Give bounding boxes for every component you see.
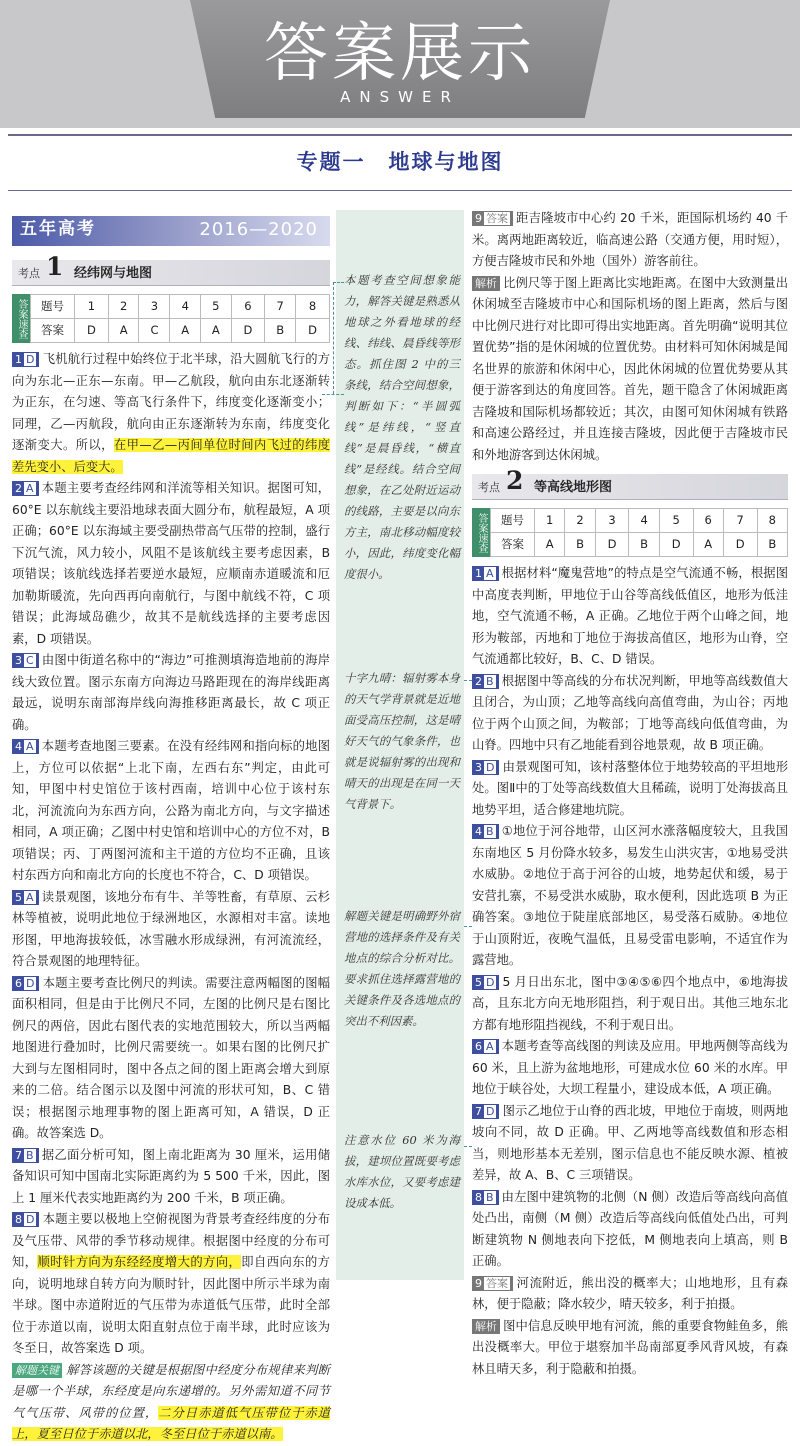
table-cell: 8 xyxy=(757,509,787,533)
title-rule xyxy=(8,190,792,191)
connector-line xyxy=(464,680,472,681)
question-answer: 答案 xyxy=(486,212,508,225)
question-number: 2 xyxy=(15,482,22,495)
question-tag xyxy=(12,653,39,668)
question-number: 4 xyxy=(475,825,482,838)
table-cell: 1 xyxy=(75,295,109,319)
table-cell: B xyxy=(629,533,659,557)
answer-text: 本题主要考查比例尺的判读。需要注意两幅图的图幅面积相同，但是由于比例尺不同，左图的比例尺是右图比例尺的两倍，因此右图代表的实地范围较大，所以当两幅地图进行叠加时，比例尺需要统一。如果右图的比例尺扩大到与左图相同时，图中各点之间的图上距离会增大到原来的二倍。结合图示以及图中河流的形状可知，B、C 错误；根据图示地理事物的图上距离可知，A 错误，D 正确。故答案选 D。 xyxy=(12,975,330,1140)
question-tag xyxy=(472,566,499,581)
answer-item xyxy=(472,757,788,822)
quick-check-label: 答案速查 xyxy=(12,294,30,343)
answer-text: ①地位于河谷地带，山区河水涨落幅度较大，且我国东南地区 5 月份降水较多，易发生山洪灾害，①地易受洪水威胁。②地位于高于河谷的山坡，地势起伏和缓，易于安营扎寨，不易受洪水威胁，取水便利，因此选项 B 为正确答案。③地位于陡崖底部地区，易受落石威胁。④地位于山顶附近，夜晚气温低，且易受雷电影响，不适宜作为露营地。 xyxy=(472,824,788,967)
topic-point-header-2 xyxy=(472,466,788,500)
answer-text: 读景观图，该地分布有牛、羊等牲畜，有草原、云杉林等植被，说明此地位于绿洲地区，水源相对丰富。读地形图，甲地海拔较低，冰雪融水形成绿洲，有河流流经，符合景观图的地理特征。 xyxy=(12,889,330,968)
question-answer: B xyxy=(26,1148,34,1162)
highlighted-text: 顺时针方向为东经经度增大的方向， xyxy=(37,1255,242,1269)
table-cell: 7 xyxy=(265,295,296,319)
answer-item xyxy=(12,973,330,1145)
banner-title: 答案展示 xyxy=(264,17,536,91)
question-answer: D xyxy=(486,760,495,774)
question-answer: A xyxy=(26,482,34,495)
analysis-text: 图中信息反映甲地有河流，熊的重要食物鲑鱼多，熊出没概率大。甲位于堪察加半岛南部夏季风背风坡，有森林且晴天多，利于隐蔽和拍摄。 xyxy=(472,1318,788,1376)
section-header xyxy=(12,216,330,246)
answer-item xyxy=(472,1036,788,1101)
answer-text: 根据材料“魔鬼营地”的特点是空气流通不畅，根据图中高度表判断，甲地位于山谷等高线低值区，地形为低洼地，空气流通不畅，A 正确。乙地位于两个山峰之间，地形为鞍部，丙地和丁地位于海拔高值区，地形为山脊，空气流通都比较好，B、C、D 错误。 xyxy=(472,566,788,666)
topic-point-number: 2 xyxy=(506,466,524,495)
connector-line xyxy=(333,282,344,283)
table-cell: A xyxy=(201,319,232,343)
question-answer: D xyxy=(486,975,495,989)
key-tip-label: 解题关键 xyxy=(12,1363,62,1378)
answer-item xyxy=(12,1145,330,1210)
question-number: 3 xyxy=(15,654,22,667)
table-cell: D xyxy=(595,533,629,557)
section-title: 五年高考 xyxy=(20,219,96,239)
topic-point-title: 等高线地形图 xyxy=(534,480,613,495)
table-header-cell: 答案 xyxy=(31,319,75,343)
answer-item xyxy=(472,1187,788,1273)
table-header-cell: 题号 xyxy=(491,509,535,533)
question-answer: A xyxy=(486,1040,494,1053)
connector-line xyxy=(464,1146,472,1147)
question-number: 6 xyxy=(15,976,22,990)
table-cell: D xyxy=(75,319,109,343)
answer-item xyxy=(12,650,330,736)
question-answer: B xyxy=(486,825,494,838)
table-cell: 4 xyxy=(170,295,201,319)
answer-item xyxy=(472,671,788,757)
question-number: 1 xyxy=(475,567,482,580)
answer-text: 5 月日出东北，图中③④⑤⑥四个地点中，⑥地海拔高，且东北方向无地形阻挡，利于观日出。其他三地东北方都有地形阻挡视线，不利于观日出。 xyxy=(472,974,788,1032)
answer-text: 据乙面分析可知，图上南北距离为 30 厘米，运用储备知识可知中国南北实际距离约为 5 500 千米，因此，图上 1 厘米代表实地距离约为 200 千米，B 项正确。 xyxy=(12,1147,330,1205)
margin-note-4: 注意水位 60 米为海拔，建坝位置既要考虑水库水位，又要考虑建设成本低。 xyxy=(344,1133,460,1210)
answer-item xyxy=(472,821,788,972)
answer-text: 本题主要考查经纬网和洋流等相关知识。据图可知，60°E 以东航线主要沿地球表面大圆分布，航程最短，A 项正确；60°E 以东海域主要受副热带高气压带的控制，盛行下沉气流，风力较小，风阻不是该航线主要考虑因素，B 项错误；该航线选择若要逆水最短，应顺南赤道暖流和厄加勒斯暖流，先向西再向南航行，与图中航线不符，C 项错误；此海域岛礁少，故其不是航线选择的主要考虑因素，D 项错误。 xyxy=(12,481,330,646)
key-tip xyxy=(12,1360,330,1446)
question-tag xyxy=(472,674,499,689)
question-tag xyxy=(12,1148,39,1163)
answer-text: 由左图中建筑物的北侧（N 侧）改造后等高线向高值处凸出，南侧（M 侧）改造后等高线向低值处凸出，可判断建筑物 N 侧地表向下挖低，M 侧地表向上填高，则 B 正确。 xyxy=(472,1189,788,1268)
question-answer: B xyxy=(486,1190,494,1204)
answer-text: 河流附近，熊出没的概率大；山地地形，且有森林，便于隐蔽；降水较少，晴天较多，利于拍摄。 xyxy=(472,1275,788,1311)
answer-text: 图示乙地位于山脊的西北坡，甲地位于南坡，则两地坡向不同，故 D 正确。甲、乙两地等高线数值和形态相当，则地形基本无差别，图示信息也不能反映水源、植被差异，故 A、B、C 三项错误。 xyxy=(472,1103,788,1182)
table-cell: 3 xyxy=(139,295,170,319)
question-number: 9 xyxy=(475,1276,482,1290)
key-tip-text: 解答该题的关键是根据图中经度分布规律来判断是哪一个半球，东经度是向东递增的。另外需知道不同节气气压带、风带的位置， xyxy=(12,1362,330,1420)
question-number: 9 xyxy=(475,212,482,225)
table-cell: 6 xyxy=(693,509,723,533)
highlighted-text: 二分日赤道低气压带位于赤道上，夏至日位于赤道以北，冬至日位于赤道以南。 xyxy=(12,1405,330,1441)
question-tag xyxy=(12,739,39,754)
section-years: 2016—2020 xyxy=(199,219,318,240)
table-cell: A xyxy=(170,319,201,343)
topic-point-prefix: 考点 xyxy=(18,267,40,280)
analysis-text: 比例尺等于图上距离比实地距离。在图中大致测量出休闲城至吉隆坡市中心和国际机场的图上距离，然后与图中比例尺进行对比即可得出实地距离。首先明确“说明其位置优势”指的是休闲城的位置优势。由材料可知休闲城是闻名世界的旅游和休闲中心，因此休闲城的位置优势要从其便于游客到达的角度回答。首先，题干隐含了休闲城距离吉隆坡和国际机场都较近；其次，由图可知休闲城有铁路和高速公路经过，并且连接吉隆坡，因此便于吉隆坡市民和外地游客到达休闲城。 xyxy=(472,275,788,462)
answer-text: 本题考查地图三要素。在没有经纬网和指向标的地图上，方位可以依据“上北下南，左西右东”判定，由此可知，甲图中村史馆位于该村西南，培训中心位于该村东北，河流流向为东西方向，公路为南北方向，与文字描述相同，A 项正确；乙图中村史馆和培训中心的方位不对，B 项错误；丙、丁两图河流和主干道的方位均不正确，且该村东西方向和南北方向的长度也不符合，C、D 项错误。 xyxy=(12,739,330,882)
question-answer: 答案 xyxy=(486,1276,508,1290)
answer-item xyxy=(472,972,788,1037)
question-answer: C xyxy=(26,654,34,667)
margin-note-2: 十字九晴：辐射雾本身的天气学背景就是近地面受高压控制，这是晴好天气的气象条件，也就是说辐射雾的出现和晴天的出现是在同一天气背景下。 xyxy=(344,671,460,811)
table-cell: D xyxy=(231,319,265,343)
table-cell: 8 xyxy=(296,295,330,319)
answer-item xyxy=(472,1273,788,1316)
table-cell: 3 xyxy=(595,509,629,533)
question-number: 7 xyxy=(475,1104,482,1118)
answer-text: 根据图中等高线的分布状况判断，甲地等高线数值大且闭合，为山顶；乙地等高线向高值弯曲，为山谷；丙地位于两个山顶之间，为鞍部；丁地等高线向低值弯曲，为山脊。四地中只有乙地能看到谷地景观，故 B 项正确。 xyxy=(472,673,788,752)
question-tag xyxy=(12,976,39,991)
left-column xyxy=(12,216,330,1446)
question-answer: B xyxy=(486,674,494,688)
question-tag xyxy=(12,481,39,496)
banner-subtitle: ANSWER xyxy=(340,88,460,106)
question-tag xyxy=(472,1276,513,1291)
table-cell: 7 xyxy=(723,509,757,533)
question-tag xyxy=(472,1039,499,1054)
question-number: 8 xyxy=(475,1190,482,1204)
answer-text: 由景观图可知，该村落整体位于地势较高的平坦地形处。图Ⅱ中的丁处等高线数值大且稀疏，说明丁处海拔高且地势平坦，适合修建地坑院。 xyxy=(472,759,788,817)
question-number: 5 xyxy=(475,975,482,989)
question-number: 4 xyxy=(15,740,22,753)
answer-item xyxy=(12,736,330,887)
header-banner xyxy=(0,0,800,128)
table-cell: 4 xyxy=(629,509,659,533)
table-cell: C xyxy=(139,319,170,343)
analysis-tag: 解析 xyxy=(472,1319,500,1334)
question-number: 8 xyxy=(15,1213,22,1226)
connector-line xyxy=(464,926,472,927)
question-answer: D xyxy=(486,1104,495,1118)
question-tag xyxy=(472,824,499,839)
table-cell: 2 xyxy=(108,295,139,319)
connector-line xyxy=(333,282,334,394)
question-tag xyxy=(472,1104,499,1119)
answer-table xyxy=(490,508,788,557)
answer-text: 距吉隆坡市中心约 20 千米，距国际机场约 40 千米。离两地距离较近，临高速公路（交通方便，用时短），方便吉隆坡市民和外地（国外）游客前往。 xyxy=(472,211,788,268)
question-tag xyxy=(472,975,499,990)
table-cell: D xyxy=(723,533,757,557)
table-cell: 2 xyxy=(565,509,595,533)
question-number: 3 xyxy=(475,760,482,774)
table-cell: 6 xyxy=(231,295,265,319)
margin-note-1: 本题考查空间想象能力，解答关键是熟悉从地球之外看地球的经线、纬线、晨昏线等形态。抓住图 2 中的三条线，结合空间想象，判断如下：“半圆弧线”是纬线，“竖直线”是晨昏线，“横直线”是经线。结合空间想象，在乙处附近运动的线路，主要是以向东方主，南北移动幅度较小，因此，纬度变化幅度很小。 xyxy=(344,273,460,581)
answer-quick-table-2 xyxy=(472,508,788,557)
question-answer: A xyxy=(486,567,494,580)
table-cell: D xyxy=(296,319,330,343)
question-tag xyxy=(12,890,39,905)
table-cell: 5 xyxy=(659,509,693,533)
question-tag xyxy=(472,211,513,226)
margin-note-3: 解题关键是明确野外宿营地的选择条件及有关地点的综合分析对比。要求抓住选择露营地的关键条件及各选地点的突出不利因素。 xyxy=(344,909,460,1028)
table-cell: B xyxy=(565,533,595,557)
question-number: 7 xyxy=(15,1148,22,1162)
answer-text: 本题主要以极地上空俯视图为背景考查经纬度的分布及气压带、风带的季节移动规律。根据图中经度的分布可知， xyxy=(12,1212,330,1269)
answer-quick-table-1 xyxy=(12,294,330,343)
analysis-item xyxy=(472,273,788,467)
table-header-cell: 题号 xyxy=(31,295,75,319)
question-number: 6 xyxy=(475,1040,482,1053)
answer-text: 飞机航行过程中始终位于北半球，沿大圆航飞行的方向为东北—正东—东南。甲—乙航段，航向由东北逐渐转为正东，在匀速、等高飞行条件下，纬度变化逐渐变小；同理，乙—丙航段，航向由正东逐渐转为东南，纬度变化逐渐变大。所以， xyxy=(12,352,330,452)
topic-point-prefix: 考点 xyxy=(478,481,500,494)
question-number: 1 xyxy=(15,353,22,366)
topic-title: 专题一 地球与地图 xyxy=(296,150,504,174)
top-rule xyxy=(8,134,792,136)
question-tag xyxy=(472,1190,499,1205)
question-number: 2 xyxy=(475,674,482,688)
question-answer: D xyxy=(26,353,35,366)
question-number: 5 xyxy=(15,890,22,904)
analysis-item xyxy=(472,1316,788,1381)
answer-item xyxy=(12,478,330,650)
answer-item xyxy=(12,1209,330,1360)
question-answer: A xyxy=(26,740,34,753)
answer-item xyxy=(472,208,788,273)
topic-point-number: 1 xyxy=(46,252,64,281)
question-answer: D xyxy=(26,1213,35,1226)
table-cell: A xyxy=(535,533,565,557)
table-cell: 1 xyxy=(535,509,565,533)
answer-item xyxy=(472,1101,788,1187)
answer-table xyxy=(30,294,330,343)
answer-item xyxy=(12,349,330,478)
highlighted-text: 在甲—乙—丙间单位时间内飞过的纬度差先变小、后变大。 xyxy=(12,438,330,474)
answer-text: 即自西向东的方向，说明地球自转方向为顺时针，因此图中所示半球为南半球。图中赤道附近的气压带为赤道低气压带，此时全部位于赤道以南，说明太阳直射点位于南半球，此时应该为冬至日，故答案选 D 项。 xyxy=(12,1255,330,1355)
question-answer: A xyxy=(26,890,34,904)
question-answer: D xyxy=(26,976,35,990)
question-tag xyxy=(472,760,499,775)
right-column xyxy=(472,208,788,1380)
table-cell: A xyxy=(108,319,139,343)
answer-text: 由图中街道名称中的“海边”可推测填海造地前的海岸线大致位置。图示东南方向海边马路距现在的海岸线距离最远，说明东南部海岸线向海推移距离最长，故 C 项正确。 xyxy=(12,653,330,732)
analysis-tag: 解析 xyxy=(472,276,500,291)
answer-item xyxy=(12,887,330,973)
answer-item xyxy=(472,563,788,671)
question-tag xyxy=(12,1212,39,1227)
table-cell: 5 xyxy=(201,295,232,319)
question-tag xyxy=(12,352,39,367)
table-cell: B xyxy=(757,533,787,557)
table-cell: A xyxy=(693,533,723,557)
table-header-cell: 答案 xyxy=(491,533,535,557)
quick-check-label: 答案速查 xyxy=(472,508,490,557)
topic-point-title: 经纬网与地图 xyxy=(74,266,153,281)
answer-text: 本题考查等高线图的判读及应用。甲地两侧等高线为 60 米，且上游为盆地地形，可建成水位 60 米的水库。甲地位于峡谷处，大坝工程量小，建设成本低，A 项正确。 xyxy=(472,1039,788,1096)
topic-point-header-1 xyxy=(12,252,330,286)
table-cell: B xyxy=(265,319,296,343)
table-cell: D xyxy=(659,533,693,557)
